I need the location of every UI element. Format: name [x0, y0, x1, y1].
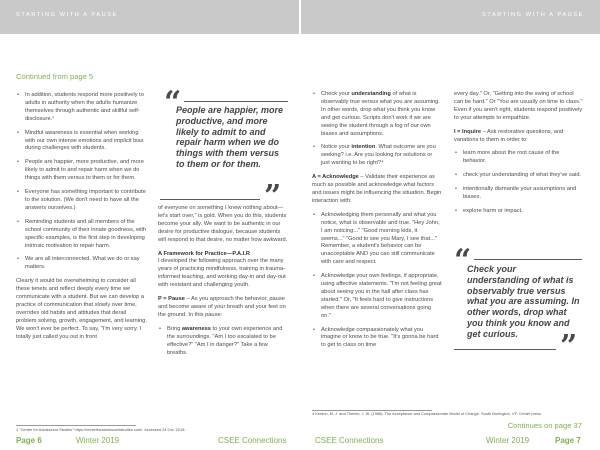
- list-item: • Acknowledge your own feelings, if appropriate, using affective statements. "I'm not feeling great about seeing you in the hall after class has started." Or, "It feels hard to give instructions when there are several conversations going on.": [312, 273, 442, 320]
- item-text: to your own experience and the surroundings. "Am I too escalated to be effective?" "Am I in danger?" Take a few breaths.: [167, 325, 283, 356]
- article-column-1: [16, 92, 148, 347]
- list-item: [312, 91, 442, 138]
- item-keyword: understanding: [351, 91, 391, 97]
- close-quote-mark-icon: ”: [560, 329, 578, 364]
- list-item: • learn more about the root cause of the behavior.: [454, 150, 584, 166]
- pull-quote-1: [160, 85, 290, 214]
- pause-list: [158, 326, 288, 358]
- pause-paragraph: [158, 296, 288, 320]
- issue-season-left: Winter 2019: [76, 436, 120, 445]
- pull-quote-2: [454, 243, 584, 364]
- pause-list-continued: [312, 91, 442, 168]
- body-paragraph: Clearly it would be overwhelming to consider all these tenets and reflect deeply every time we communicate with a student. But we can develop a practice of communication that slowly over time, overrides old habits and attitudes that derail problem solving, growth, engagement, and learning. We won't ever be perfect. To say, "I'm very sorry. I totally just called you out in front: [16, 278, 147, 340]
- article-column-2: [158, 205, 288, 363]
- item-keyword: intention: [351, 144, 376, 151]
- body-paragraph: of everyone on something I knew nothing about—let's start over," is gold. When you do this, students become your ally. We want to be authentic in our desire for productive dialogue, because students will respond to that desire, no matter how awkward.: [158, 205, 288, 243]
- item-keyword: awareness: [181, 325, 211, 332]
- publication-name-left: CSEE Connections: [218, 436, 287, 445]
- inquire-paragraph: [454, 129, 584, 145]
- acknowledge-list: [312, 212, 442, 351]
- list-item: • check your understanding of what they've said.: [454, 172, 584, 180]
- page-header-bar: [0, 0, 600, 34]
- running-head-right: STARTING WITH A PAUSE: [482, 12, 584, 18]
- section-heading: A Framework for Practice—P.A.I.R: [158, 250, 250, 257]
- item-text: Check your: [321, 91, 352, 97]
- quote-rule-top: [474, 259, 582, 260]
- spread-gutter: [299, 0, 301, 34]
- item-text: Notice your: [321, 144, 352, 151]
- list-item: [158, 326, 288, 358]
- list-item: • In addition, students respond more positively to adults in authority when the adults humanize themselves through authentic and skillful self-disclosure.¹: [16, 92, 148, 124]
- close-quote-mark-icon: ”: [264, 179, 282, 214]
- item-text: . What outcome are you seeking? i.e. Are you looking for solutions or just wanting to be right?⁴: [321, 144, 436, 167]
- pause-label: P = Pause: [158, 296, 185, 303]
- article-column-3: [312, 91, 442, 356]
- pull-quote-text: People are happier, more productive, and more likely to admit to and repair harm when we do things with them versus to them or for them.: [176, 105, 284, 169]
- article-column-4: [454, 91, 584, 222]
- footnote-right: 4 Kenton, M. J. and Timmin, J. W. (1988). The Acceptance and Compassionate Model of Change. South Burlington, VT: Center press: [312, 411, 541, 416]
- inquire-label: I = Inquire: [454, 128, 482, 135]
- acknowledge-paragraph: [312, 174, 442, 206]
- list-item: • Acknowledge compassionately what you imagine or know to be true. "It's gonna be hard to get to class on time: [312, 327, 442, 351]
- quote-rule-bottom: [160, 199, 260, 200]
- page-number-right: Page 7: [555, 436, 581, 445]
- list-item: • Everyone has something important to contribute to the solution. (We don't need to have all the answers ourselves.): [16, 189, 148, 213]
- page-number-left: Page 6: [16, 436, 42, 445]
- pause-text: – As you approach the behavior, pause and become aware of your breath and your feet on the ground. In this pause:: [158, 296, 286, 318]
- inquire-text: – Ask restorative questions, and variations to them in order to:: [454, 128, 564, 143]
- tenets-list: [16, 92, 148, 272]
- body-paragraph: every day." Or, "Getting into the swing of school can be hard." Or "You are usually on time to class." Even if you aren't right, students respond positively to your attempts to empathize.: [454, 91, 583, 121]
- acknowledge-label: A = Acknowledge: [312, 174, 359, 181]
- continued-from-link[interactable]: Continued from page 5: [16, 72, 94, 81]
- list-item: • Mindful awareness is essential when working with our own intense emotions and implicit bias during challenges with students.: [16, 130, 148, 154]
- acknowledge-text: – Validate their experience as much as possible and acknowledge what factors and issues might be influencing the situation. Begin interaction with:: [312, 174, 442, 204]
- item-text: Bring: [167, 325, 182, 332]
- footnote-left: 1 "Center for Adolescent Studies" https://centerforadolescentstudies.com/. Accessed 24 Oct. 2018.: [16, 427, 186, 432]
- inquire-list: [454, 150, 584, 215]
- footnote-rule-left: [16, 425, 136, 426]
- list-item: • Reminding students and all members of the school community of their innate goodness, with specific examples, is the first step in developing intrinsic motivation to repair harm.: [16, 219, 148, 251]
- publication-name-right: CSEE Connections: [315, 436, 384, 445]
- quote-rule-bottom: [454, 349, 556, 350]
- list-item: • Acknowledging them personally and what you notice, what is observable and true. "Hey John, I am noticing..." "Good morning kids, it seems..." "Good to see you Mary, I see that..." Remember, a student's behavior can be unacceptable AND you can still communicate with care and respect.: [312, 212, 442, 267]
- open-quote-mark-icon: “: [164, 85, 182, 120]
- list-item: • People are happier, more productive, and more likely to admit to and repair harm when we do things with them versus to them or for them.: [16, 159, 148, 183]
- list-item: [312, 144, 442, 168]
- pull-quote-text: Check your understanding of what is observably true versus what you are assuming. In other words, drop what you think you know and get curious.: [467, 264, 580, 339]
- running-head-left: STARTING WITH A PAUSE: [16, 12, 118, 18]
- item-text: of what is observably true versus what you are assuming. In other words, drop what you think you know and get curious. Scripts don't work if we are seeing the student through a fog of our own biases and assumptions.: [321, 91, 440, 137]
- list-item: • intentionally dismantle your assumptions and biases.: [454, 186, 584, 202]
- issue-season-right: Winter 2019: [486, 436, 530, 445]
- continued-on-link[interactable]: Continues on page 37: [507, 421, 582, 430]
- quote-rule-top: [184, 101, 288, 102]
- body-paragraph: I developed the following approach over the many years of practicing mindfulness, training in trauma-informed teaching, and working day-in and day-out with resistant and challenging youth.: [158, 258, 286, 289]
- list-item: • We are all interconnected. What we do or say matters.: [16, 256, 148, 272]
- list-item: • explore harm or impact.: [454, 208, 584, 216]
- open-quote-mark-icon: “: [454, 243, 472, 278]
